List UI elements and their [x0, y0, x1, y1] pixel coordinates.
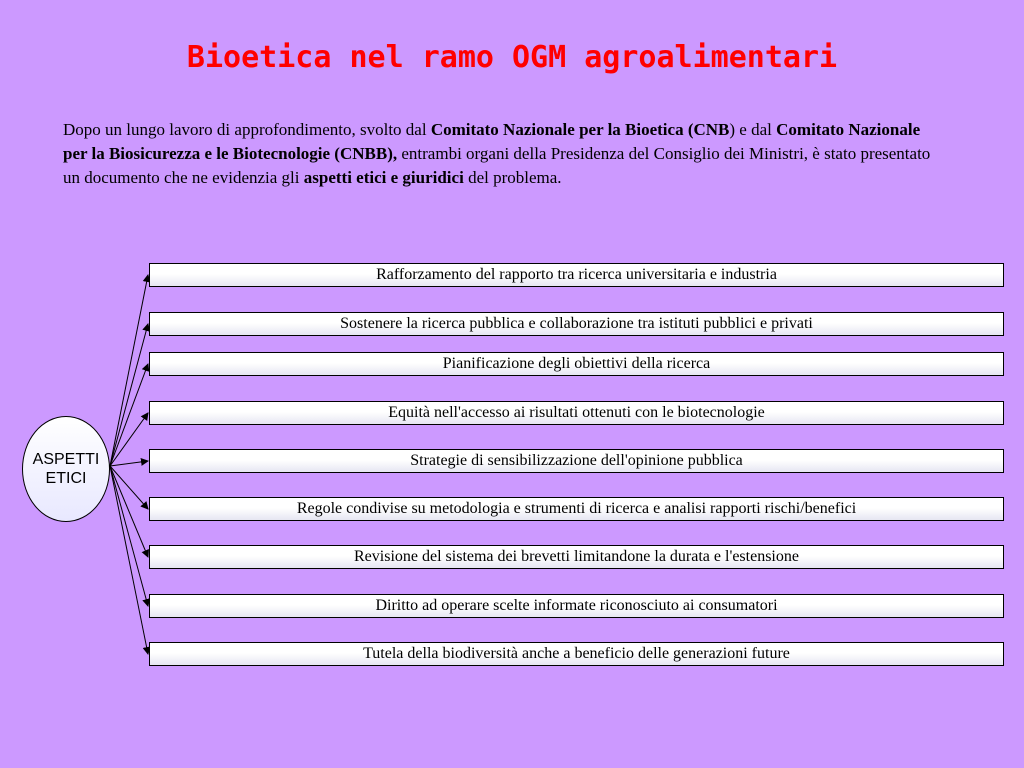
intro-text-4: del problema.	[463, 168, 562, 187]
connector-arrow-2	[110, 324, 148, 466]
aspect-item: Tutela della biodiversità anche a beneficio delle generazioni future	[149, 642, 1004, 666]
connector-arrow-3	[110, 364, 148, 466]
aspect-item: Strategie di sensibilizzazione dell'opinione pubblica	[149, 449, 1004, 473]
intro-text-3: entrambi organi della Presidenza del Consiglio dei Ministri, è stato presentato un documento che ne evidenzia gli	[63, 144, 931, 187]
aspect-item: Diritto ad operare scelte informate riconosciuto ai consumatori	[149, 594, 1004, 618]
connector-arrow-9	[110, 466, 148, 654]
intro-bold-cnb: Comitato Nazionale per la Bioetica (CNB	[430, 120, 730, 139]
aspect-item: Sostenere la ricerca pubblica e collaborazione tra istituti pubblici e privati	[149, 312, 1004, 336]
aspetti-etici-hub	[22, 416, 110, 522]
aspect-item: Regole condivise su metodologia e strumenti di ricerca e analisi rapporti rischi/benefici	[149, 497, 1004, 521]
aspect-item: Equità nell'accesso ai risultati ottenuti con le biotecnologie	[149, 401, 1004, 425]
intro-text-2: ) e dal	[729, 120, 777, 139]
hub-line-1: ASPETTI	[32, 451, 100, 468]
connector-arrow-7	[110, 466, 148, 557]
aspect-item: Rafforzamento del rapporto tra ricerca universitaria e industria	[149, 263, 1004, 287]
hub-line-2: ETICI	[45, 470, 87, 487]
intro-bold-cnbb: Comitato Nazionale per la Biosicurezza e le Biotecnologie (CNBB),	[63, 120, 921, 163]
intro-text-1: Dopo un lungo lavoro di approfondimento, svolto dal	[63, 120, 431, 139]
connector-arrow-5	[110, 461, 148, 466]
aspect-item: Pianificazione degli obiettivi della ricerca	[149, 352, 1004, 376]
aspect-item: Revisione del sistema dei brevetti limitandone la durata e l'estensione	[149, 545, 1004, 569]
connector-arrow-1	[110, 275, 148, 466]
intro-bold-aspetti: aspetti etici e giuridici	[303, 168, 464, 187]
slide-title: Bioetica nel ramo OGM agroalimentari	[186, 40, 838, 75]
